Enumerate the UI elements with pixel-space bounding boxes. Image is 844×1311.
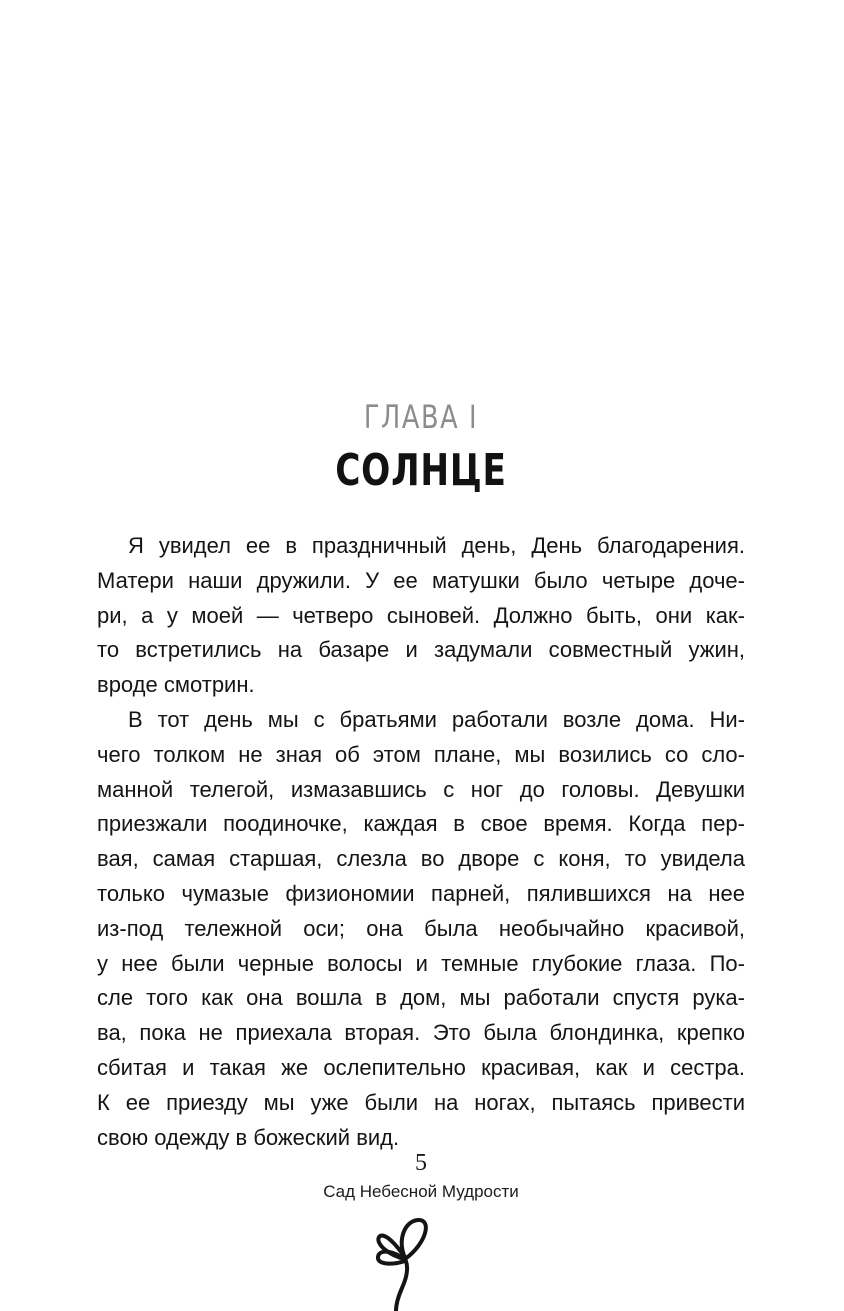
body-text	[97, 529, 745, 1155]
text-line: чего толком не зная об этом плане, мы возились со сло-	[97, 741, 745, 767]
text-line: Матери наши дружили. У ее матушки было четыре доче-	[97, 567, 745, 593]
text-line: Я увидел ее в праздничный день, День благодарения.	[128, 533, 745, 558]
text-line: манной телегой, измазавшись с ног до головы. Девушки	[97, 776, 745, 802]
text-line: вроде смотрин.	[97, 672, 255, 698]
running-footer: Сад Небесной Мудрости	[323, 1182, 519, 1201]
text-line: приезжали поодиночке, каждая в свое время. Когда пер-	[97, 811, 745, 837]
text-line: ри, а у моей — четверо сыновей. Должно быть, они как-	[97, 602, 745, 628]
chapter-label: ГЛАВА I	[363, 398, 479, 436]
text-line: вая, самая старшая, слезла во дворе с коня, то увидела	[97, 846, 745, 872]
text-line: из-под тележной оси; она была необычайно красивой,	[97, 915, 745, 941]
flower-doodle-icon	[375, 1215, 460, 1311]
text-line: только чумазые физиономии парней, пялившихся на нее	[97, 880, 745, 906]
text-line: сбитая и такая же ослепительно красивая, как и сестра.	[97, 1054, 745, 1080]
text-line: В тот день мы с братьями работали возле дома. Ни-	[128, 706, 745, 732]
text-line: у нее были черные волосы и темные глубокие глаза. По-	[97, 950, 745, 976]
text-line: ва, пока не приехала вторая. Это была блондинка, крепко	[97, 1020, 745, 1046]
text-line: К ее приезду мы уже были на ногах, пытаясь привести	[97, 1089, 745, 1115]
text-line: то встретились на базаре и задумали совместный ужин,	[97, 637, 745, 663]
text-line: свою одежду в божеский вид.	[97, 1124, 400, 1150]
page-number: 5	[415, 1150, 427, 1176]
text-line: сле того как она вошла в дом, мы работали спустя рука-	[97, 985, 745, 1011]
page-title: СОЛНЦЕ	[335, 445, 507, 496]
